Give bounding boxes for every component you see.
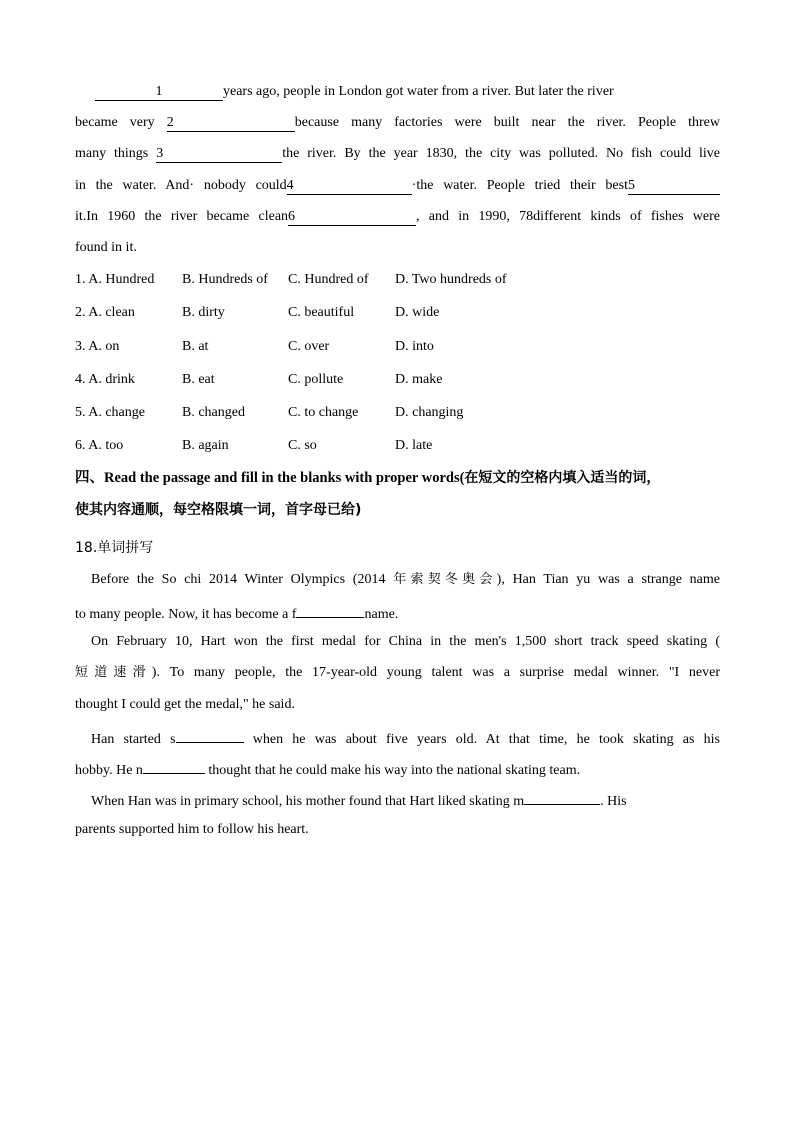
blank-5[interactable]: 5	[628, 178, 720, 195]
passage-line: to many people. Now, it has become a f name.	[75, 601, 720, 621]
option-c[interactable]: C. so	[288, 438, 317, 453]
section-heading-line-2: 使其内容通顺，每空格限填一词，首字母已给)	[75, 502, 362, 518]
cloze-text: because many factories were built near the river. People threw	[294, 115, 720, 130]
option-a[interactable]: A. too	[88, 438, 124, 453]
cloze-line-5	[75, 207, 720, 227]
cloze-text: , and in 1990, 78different kinds of fishes were	[416, 209, 720, 224]
option-c[interactable]: C. Hundred of	[288, 272, 369, 287]
cloze-line-6	[75, 238, 720, 258]
cloze-line-3	[75, 144, 720, 164]
option-b[interactable]: B. changed	[182, 405, 245, 420]
option-d[interactable]: D. wide	[395, 305, 440, 320]
passage-line: When Han was in primary school, his mother found that Hart liked skating m . His	[75, 788, 720, 808]
blank-2[interactable]: 2	[167, 115, 295, 132]
blank-3[interactable]: 3	[156, 146, 282, 163]
cloze-text: it.In 1960 the river became clean	[75, 209, 289, 224]
option-c[interactable]: C. beautiful	[288, 305, 355, 320]
option-number: 2.	[75, 305, 86, 320]
cloze-text: in the water. And· nobody could	[75, 178, 287, 193]
passage-line: parents supported him to follow his heart.	[75, 822, 309, 837]
option-a[interactable]: A. drink	[88, 372, 135, 387]
cloze-text: years ago, people in London got water from a river. But later the river	[223, 84, 614, 99]
cloze-text: the river. By the year 1830, the city was polluted. No fish could live	[282, 146, 720, 161]
passage-line: 短道速滑). To many people, the 17-year-old young talent was a surprise medal winner. "I never	[75, 665, 720, 680]
cloze-text: many things	[75, 146, 149, 161]
blank-6[interactable]: 6	[288, 209, 416, 226]
option-d[interactable]: D. Two hundreds of	[395, 272, 507, 287]
section-heading	[75, 467, 725, 489]
question-18-label: 18.单词拼写	[75, 540, 154, 556]
option-number: 3.	[75, 339, 86, 354]
blank-4[interactable]: 4	[287, 178, 412, 195]
blank-f[interactable]	[296, 601, 364, 618]
option-b[interactable]: B. eat	[182, 372, 215, 387]
passage-line: hobby. He n thought that he could make his way into the national skating team.	[75, 757, 720, 777]
section-heading-en: 四、Read the passage and fill in the blanks with proper words(	[75, 470, 465, 486]
passage-line: On February 10, Hart won the first medal for China in the men's 1,500 short track speed skating (	[91, 634, 720, 649]
blank-m[interactable]	[524, 788, 600, 805]
option-d[interactable]: D. late	[395, 438, 433, 453]
option-a[interactable]: A. on	[88, 339, 120, 354]
blank-1[interactable]: 1	[95, 84, 223, 101]
cloze-line-4	[75, 176, 720, 196]
option-c[interactable]: C. to change	[288, 405, 359, 420]
option-a[interactable]: A. Hundred	[88, 272, 155, 287]
blank-n[interactable]	[143, 757, 205, 774]
section-heading-cn: 在短文的空格内填入适当的词，	[464, 470, 661, 486]
option-c[interactable]: C. pollute	[288, 372, 344, 387]
passage-line: Han started s when he was about five years old. At that time, he took skating as his	[75, 726, 720, 746]
option-number: 6.	[75, 438, 86, 453]
option-d[interactable]: D. changing	[395, 405, 464, 420]
option-b[interactable]: B. again	[182, 438, 229, 453]
passage-line: thought I could get the medal," he said.	[75, 697, 295, 712]
option-a[interactable]: A. clean	[88, 305, 135, 320]
cloze-line-2	[75, 113, 720, 133]
option-number: 4.	[75, 372, 86, 387]
cloze-text: found in it.	[75, 240, 137, 255]
option-b[interactable]: B. Hundreds of	[182, 272, 268, 287]
cloze-text: ·the water. People tried their best	[411, 178, 628, 193]
cloze-text: became very	[75, 115, 155, 130]
option-d[interactable]: D. into	[395, 339, 434, 354]
option-b[interactable]: B. at	[182, 339, 209, 354]
option-d[interactable]: D. make	[395, 372, 443, 387]
passage-line: Before the So chi 2014 Winter Olympics (2014 年索契冬奥会), Han Tian yu was a strange name	[91, 572, 720, 587]
option-number: 5.	[75, 405, 86, 420]
option-b[interactable]: B. dirty	[182, 305, 225, 320]
option-c[interactable]: C. over	[288, 339, 330, 354]
cloze-line-1	[75, 82, 720, 102]
blank-s[interactable]	[176, 726, 244, 743]
option-a[interactable]: A. change	[88, 405, 145, 420]
option-number: 1.	[75, 272, 86, 287]
